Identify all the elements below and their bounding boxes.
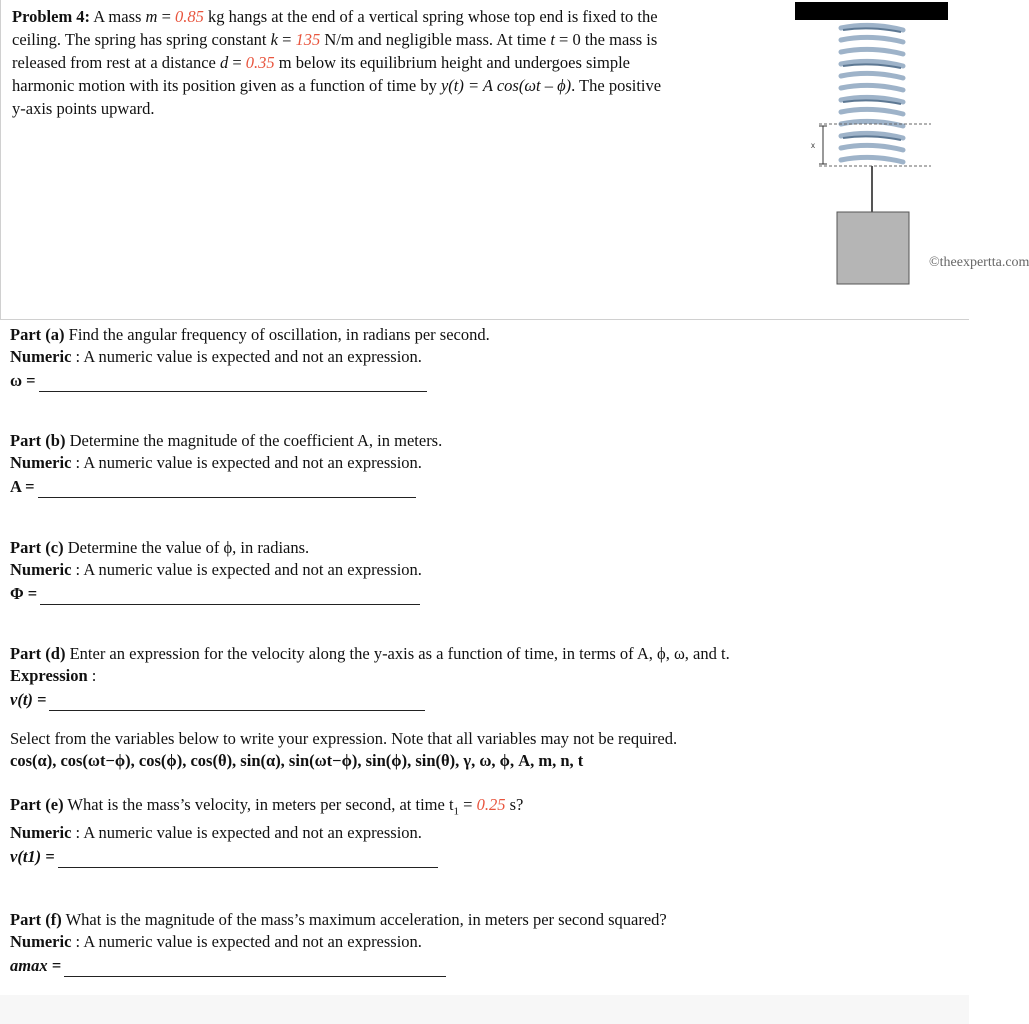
spring-constant-value: 135 <box>295 30 321 49</box>
part-c <box>10 537 422 605</box>
bottom-strip <box>0 995 969 1024</box>
phi-answer-label: Φ = <box>10 584 38 603</box>
problem-text-segment: kg hangs at the end of a vertical spring whose top end is fixed to the ceiling. The spring has spring constant <box>12 7 658 49</box>
part-d-type-note: : <box>87 666 97 685</box>
problem-statement-box <box>0 0 1029 320</box>
part-d-type: Expression <box>10 666 88 685</box>
part-e-question-pre: What is the mass’s velocity, in meters per second, at time t <box>67 795 454 814</box>
amax-answer-input[interactable] <box>64 958 446 977</box>
time-value: 0.25 <box>476 795 506 814</box>
problem-text-segment: N/m and negligible mass. At time <box>320 30 551 49</box>
part-b-type-note: : A numeric value is expected and not an expression. <box>71 453 422 472</box>
part-e-question-eq: = <box>459 795 477 814</box>
x-label: x <box>811 141 815 150</box>
amplitude-answer-label: A = <box>10 477 35 496</box>
omega-answer-label: ω = <box>10 371 36 390</box>
omega-answer-input[interactable] <box>39 373 427 392</box>
equals: = <box>277 30 296 49</box>
position-formula: y(t) = A cos(ωt – ϕ) <box>440 76 572 95</box>
part-c-type-note: : A numeric value is expected and not an expression. <box>71 560 422 579</box>
distance-symbol: d <box>219 53 229 72</box>
part-f-question: What is the magnitude of the mass’s maximum acceleration, in meters per second squared? <box>65 910 667 929</box>
part-f-label: Part (f) <box>10 910 62 929</box>
variables-list: cos(α), cos(ωt−ϕ), cos(ϕ), cos(θ), sin(α), sin(ωt−ϕ), sin(ϕ), sin(θ), γ, ω, ϕ, A, m, n, t <box>10 751 584 770</box>
equals: = <box>228 53 246 72</box>
part-a <box>10 324 490 392</box>
time-symbol: t <box>550 30 555 49</box>
part-d-label: Part (d) <box>10 644 66 663</box>
part-a-type-note: : A numeric value is expected and not an expression. <box>71 347 422 366</box>
spring-mass-figure <box>791 0 951 290</box>
part-c-question: Determine the value of ϕ, in radians. <box>67 538 310 557</box>
part-b-label: Part (b) <box>10 431 66 450</box>
mass-symbol: m <box>145 7 158 26</box>
part-f <box>10 909 667 977</box>
velocity-expression-input[interactable] <box>49 692 425 711</box>
velocity-t1-answer-label: v(t1) = <box>10 847 55 867</box>
phi-answer-input[interactable] <box>40 586 420 605</box>
variables-section <box>10 728 677 772</box>
part-e-type-note: : A numeric value is expected and not an expression. <box>71 823 422 843</box>
problem-text-segment: . The positive y-axis points upward. <box>12 76 662 118</box>
velocity-t1-answer-input[interactable] <box>58 849 438 868</box>
part-f-type: Numeric <box>10 932 72 951</box>
part-b-question: Determine the magnitude of the coefficient A, in meters. <box>69 431 443 450</box>
ceiling <box>795 2 948 20</box>
problem-label: Problem 4: <box>12 7 91 26</box>
amplitude-answer-input[interactable] <box>38 479 416 498</box>
part-e-question-post: s? <box>505 795 524 814</box>
spring-coil <box>841 25 903 162</box>
part-d-question: Enter an expression for the velocity along the y-axis as a function of time, in terms of A, ϕ, ω, and t. <box>69 644 730 663</box>
part-e-type: Numeric <box>10 823 72 843</box>
problem-text-segment: = 0 the mass is released from rest at a distance <box>12 30 658 72</box>
part-c-label: Part (c) <box>10 538 64 557</box>
spring-constant-symbol: k <box>270 30 278 49</box>
part-a-type: Numeric <box>10 347 72 366</box>
part-a-label: Part (a) <box>10 325 65 344</box>
part-e <box>10 794 523 868</box>
hanging-mass-block <box>837 212 909 284</box>
part-b <box>10 430 442 498</box>
copyright-text: ©theexpertta.com <box>929 255 1029 270</box>
problem-text-segment: A mass <box>90 7 146 26</box>
problem-text <box>12 5 662 120</box>
part-b-type: Numeric <box>10 453 72 472</box>
part-d <box>10 643 730 711</box>
part-f-type-note: : A numeric value is expected and not an expression. <box>71 932 422 951</box>
part-e-question-sub: 1 <box>453 805 460 818</box>
variables-instruction: Select from the variables below to write your expression. Note that all variables may not be required. <box>10 729 678 748</box>
part-c-type: Numeric <box>10 560 72 579</box>
amax-answer-label: amax = <box>10 956 62 975</box>
mass-value: 0.85 <box>175 7 204 26</box>
equals: = <box>157 7 176 26</box>
distance-value: 0.35 <box>245 53 275 72</box>
velocity-expression-label: v(t) = <box>10 690 47 709</box>
problem-text-segment: m below its equilibrium height and undergoes simple harmonic motion with its position given as a function of time by <box>12 53 630 95</box>
part-e-label: Part (e) <box>10 795 64 814</box>
part-a-question: Find the angular frequency of oscillation, in radians per second. <box>68 325 490 344</box>
